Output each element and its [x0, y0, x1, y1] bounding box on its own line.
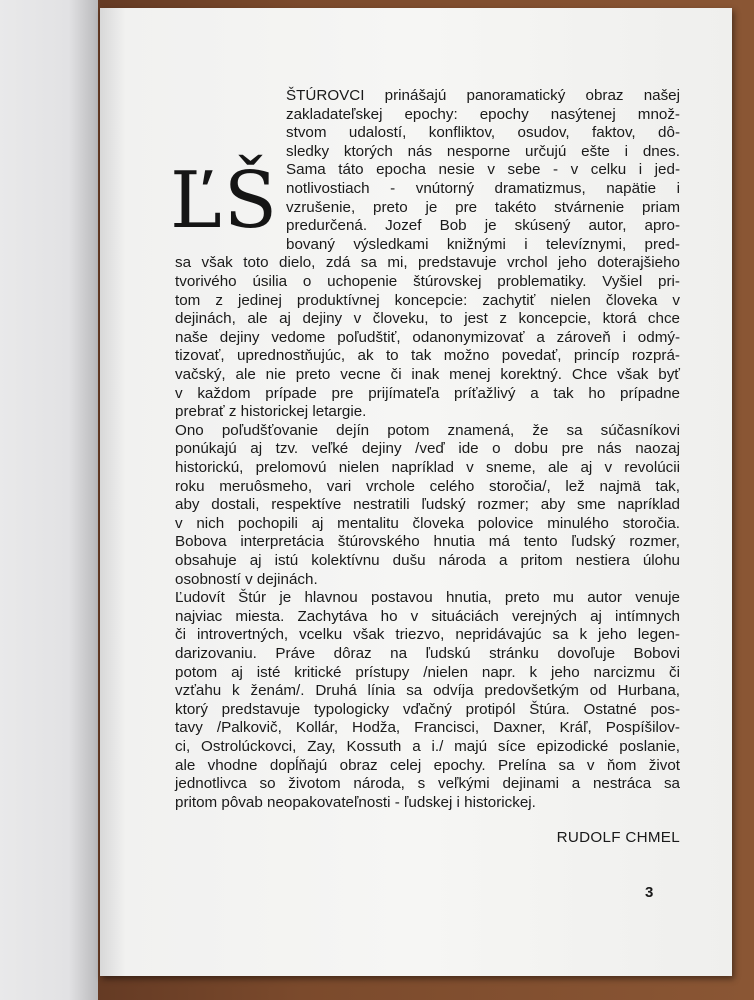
text-line: ci, Ostrolúckovci, Zay, Kossuth a i./ majú síce epizodické poslanie,	[175, 738, 680, 755]
text-line: tvorivého úsilia o uchopenie štúrovskej problematiky. Vyšiel pri-	[175, 273, 680, 290]
text-line: Ono poľudšťovanie dejín potom znamená, že sa súčasníkovi	[175, 421, 680, 439]
text-line: vačský, ale nie preto vecne či inak menej korektný. Chce však byť	[175, 366, 680, 383]
text-line: tavy /Palkovič, Kollár, Hodža, Francisci, Daxner, Kráľ, Pospíšilov-	[175, 719, 680, 737]
logo-letter-s: Š	[223, 156, 278, 246]
text-line: historickú, prelomovú nielen napríklad v sneme, ale aj v revolúcii	[175, 459, 680, 476]
text-line: obsahuje aj istú kolektívnu dušu národa a pritom nestiera úlohu	[175, 552, 680, 569]
text-line: či introvertných, vcelku však triezvo, nepridávajúc sa k jeho legen-	[175, 626, 680, 644]
text-line: darizovaniu. Práve dôraz na ľudskú stránku dovoľuje Bobovi	[175, 645, 680, 662]
text-line: aby dostali, respektíve nestratili ľudský rozmer; aby sme napríklad	[175, 496, 680, 514]
text-line: vzrušenie, preto je pre takéto stvárnenie priam	[286, 198, 680, 216]
text-line: roku meruôsmeho, vari vrchole celého storočia/, lež najmä tak,	[175, 477, 680, 495]
publisher-logo	[170, 90, 280, 246]
text-line: dejinách, ale aj dejiny v človeku, to jest z koncepcie, ktorá chce	[175, 310, 680, 328]
text-line: pritom pôvab neopakovateľnosti - ľudskej i historickej.	[175, 793, 536, 811]
logo-letter-l: Ľ	[170, 156, 222, 246]
text-line: zakladateľskej epochy: epochy nasýtenej množ-	[286, 105, 680, 123]
text-line: stvom udalostí, konfliktov, osudov, faktov, dô-	[286, 124, 680, 142]
text-line: v každom prípade pre prijímateľa príťažlivý a tak ho prípadne	[175, 384, 680, 402]
text-line: naše dejiny vedome poľudštiť, odanonymizovať a zároveň i odmý-	[175, 328, 680, 346]
text-line: notlivostiach - vnútorný dramatizmus, napätie i	[286, 180, 680, 197]
text-line: predurčená. Jozef Bob je skúsený autor, apro-	[286, 217, 680, 235]
text-line: Sama táto epocha nesie v sebe - v celku i jed-	[286, 161, 680, 179]
text-line: prebrať z historickej letargie.	[175, 403, 367, 421]
text-line: tom z jedinej produktívnej koncepcie: zachytiť nielen človeka v	[175, 291, 680, 309]
author-signature: RUDOLF CHMEL	[556, 829, 680, 846]
text-line: ale vhodne dopĺňajú obraz celej epochy. Prelína sa v ňom život	[175, 756, 680, 774]
text-line: ktorý predstavuje typologicky vďačný protipól Štúra. Ostatné pos-	[175, 700, 680, 718]
text-line: ŠTÚROVCI prinášajú panoramatický obraz našej	[286, 87, 680, 104]
text-line: sa však toto dielo, zdá sa mi, predstavuje vrchol jeho doterajšieho	[175, 254, 680, 272]
text-line: vzťahu k ženám/. Druhá línia sa odvíja predovšetkým od Hurbana,	[175, 682, 680, 700]
text-line: bovaný výsledkami knižnými i televíznymi, pred-	[286, 235, 680, 253]
text-line: najviac miesta. Zachytáva ho v situáciách verejných aj intímnych	[175, 607, 680, 625]
text-line: Bobova interpretácia štúrovského hnutia má tento ľudský rozmer,	[175, 533, 680, 551]
left-page	[0, 0, 98, 1000]
page-number: 3	[645, 884, 654, 901]
text-line: sledky ktorých nás nesporne určujú ešte i dnes.	[286, 142, 680, 160]
text-line: tizovať, uprednostňujúc, ak to tak možno povedať, princíp rozprá-	[175, 347, 680, 365]
text-line: v nich pochopili aj mentalitu človeka polovice minulého storočia.	[175, 514, 680, 532]
text-line: Ľudovít Štúr je hlavnou postavou hnutia, preto mu autor venuje	[175, 589, 680, 607]
text-line: potom aj isté kritické prístupy /nielen napr. k jeho narcizmu či	[175, 663, 680, 681]
text-line: ponúkajú aj tzv. veľké dejiny /veď ide o dobu pre nás naozaj	[175, 440, 680, 458]
text-line: osobností v dejinách.	[175, 570, 318, 588]
text-line: jednotlivca so životom národa, s veľkými dejinami a nestráca sa	[175, 775, 680, 793]
